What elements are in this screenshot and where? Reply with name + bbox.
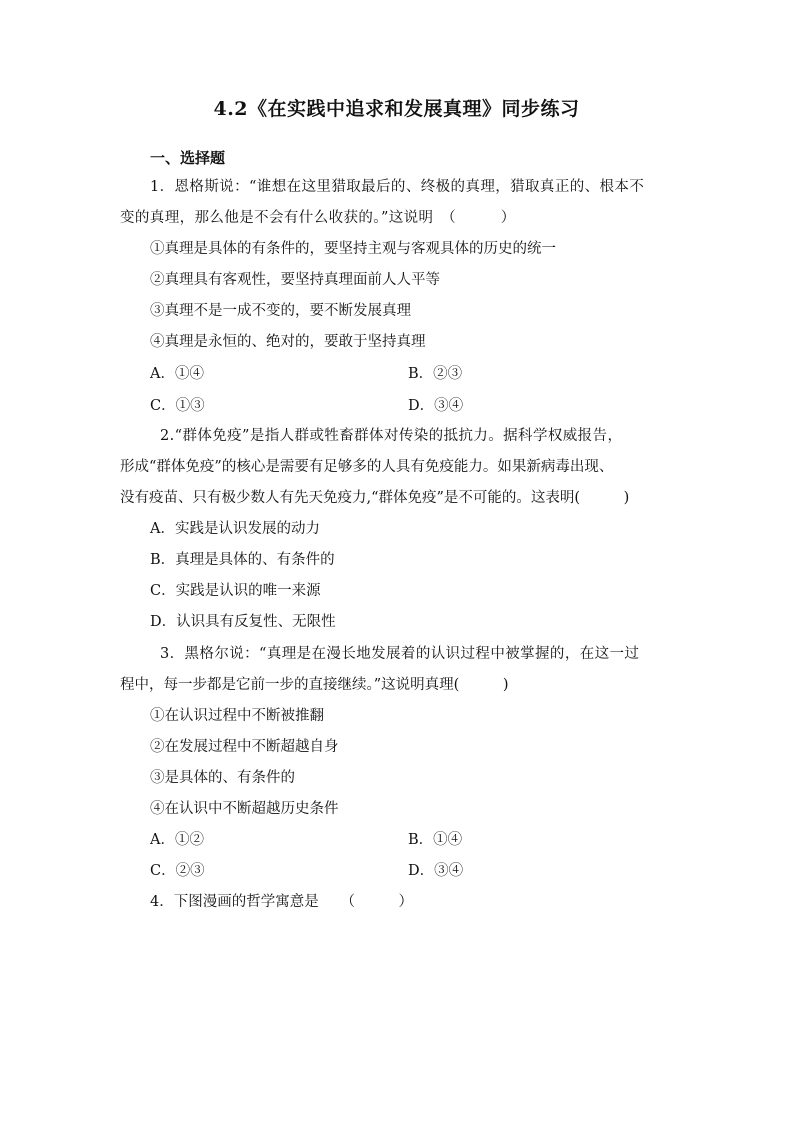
question-2-option-a: A．实践是认识发展的动力 bbox=[150, 521, 320, 537]
page-title: 4.2《在实践中追求和发展真理》同步练习 bbox=[213, 98, 580, 120]
section-heading: 一、选择题 bbox=[150, 149, 226, 167]
question-3-statement-2: ②在发展过程中不断超越自身 bbox=[150, 739, 339, 755]
question-1-line-2: 变的真理，那么他是不会有什么收获的。”这说明 （ ） bbox=[120, 210, 516, 226]
question-3-statement-1: ①在认识过程中不断被推翻 bbox=[150, 708, 324, 724]
question-3-option-b: B．①④ bbox=[408, 832, 463, 848]
question-3-option-d: D．③④ bbox=[408, 863, 464, 879]
question-2-line-2: 形成“群体免疫”的核心是需要有足够多的人具有免疫能力。如果新病毒出现、 bbox=[120, 459, 614, 475]
question-2-line-3: 没有疫苗、只有极少数人有先天免疫力,“群体免疫”是不可能的。这表明( ) bbox=[120, 490, 630, 506]
question-3-option-a: A．①② bbox=[150, 832, 204, 848]
question-3-line-1: 3．黑格尔说：“真理是在漫长地发展着的认识过程中被掌握的，在这一过 bbox=[160, 646, 640, 662]
question-1-option-d: D．③④ bbox=[408, 398, 464, 414]
question-1-statement-1: ①真理是具体的有条件的，要坚持主观与客观具体的历史的统一 bbox=[150, 241, 556, 257]
question-2-option-c: C．实践是认识的唯一来源 bbox=[150, 583, 321, 599]
question-4-line-1: 4．下图漫画的哲学寓意是 （ ） bbox=[150, 894, 413, 910]
question-3-line-2: 程中，每一步都是它前一步的直接继续。”这说明真理( ) bbox=[120, 677, 509, 693]
question-1-option-a: A．①④ bbox=[150, 366, 204, 382]
question-3-option-c: C．②③ bbox=[150, 863, 205, 879]
question-3-statement-4: ④在认识中不断超越历史条件 bbox=[150, 801, 339, 817]
question-1-option-b: B．②③ bbox=[408, 366, 463, 382]
question-1-line-1: 1．恩格斯说：“谁想在这里猎取最后的、终极的真理，猎取真正的、根本不 bbox=[150, 179, 645, 195]
question-2-line-1: 2.“群体免疫”是指人群或牲畜群体对传染的抵抗力。据科学权威报告， bbox=[160, 428, 623, 444]
question-1-statement-2: ②真理具有客观性，要坚持真理面前人人平等 bbox=[150, 272, 440, 288]
question-2-option-b: B．真理是具体的、有条件的 bbox=[150, 552, 335, 568]
question-1-statement-3: ③真理不是一成不变的，要不断发展真理 bbox=[150, 303, 411, 319]
question-1-statement-4: ④真理是永恒的、绝对的，要敢于坚持真理 bbox=[150, 334, 426, 350]
question-1-option-c: C．①③ bbox=[150, 398, 205, 414]
question-3-statement-3: ③是具体的、有条件的 bbox=[150, 770, 295, 786]
question-2-option-d: D．认识具有反复性、无限性 bbox=[150, 614, 336, 630]
